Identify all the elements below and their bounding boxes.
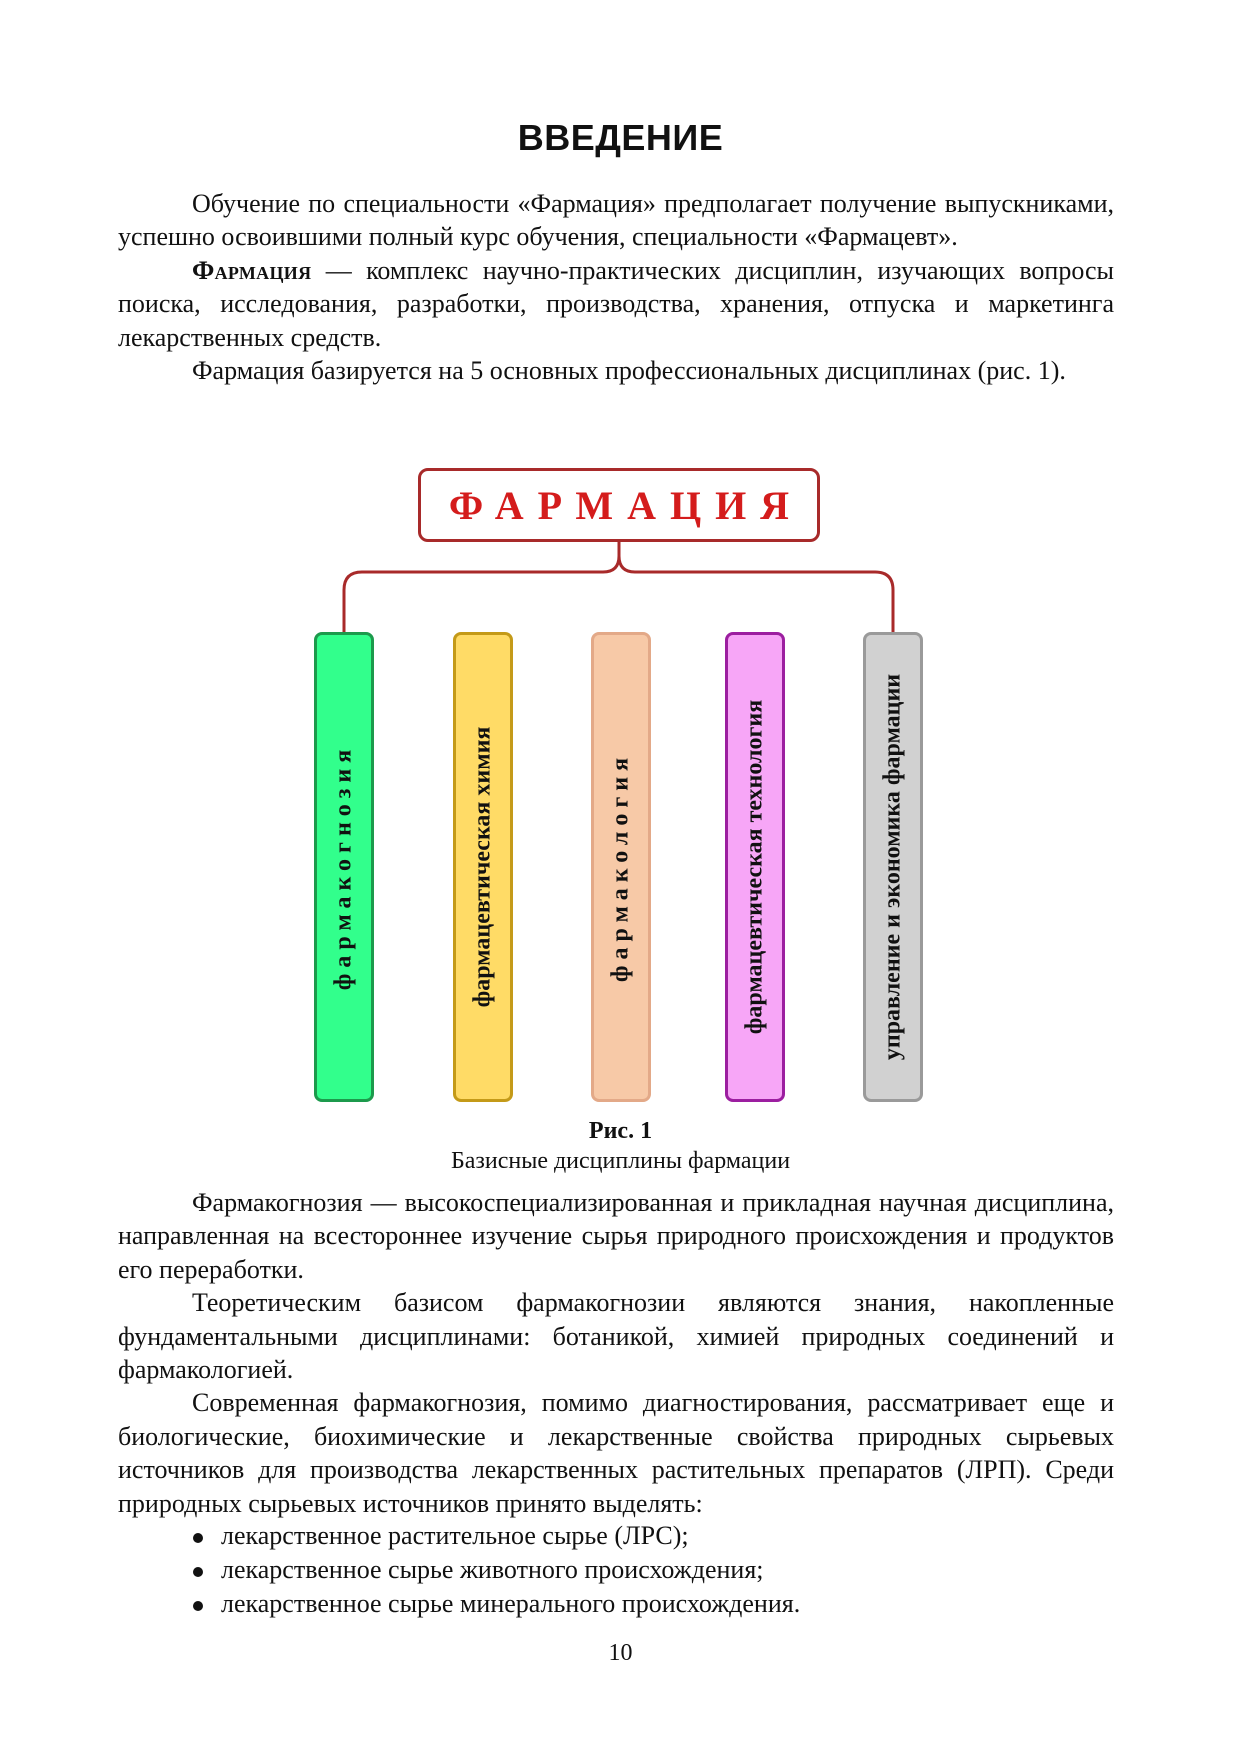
paragraph-2-text: — комплекс научно-практических дисциплин, изучающих вопросы поиска, исследования, разработки, производства, хранения, отпуска и маркетинга лекарственных средств. [118, 255, 1114, 352]
discipline-pharmacology [591, 632, 651, 1102]
discipline-label: фармакогнозия [330, 743, 357, 991]
intro-section [118, 187, 1114, 387]
paragraph-3: Фармация базируется на 5 основных профессиональных дисциплинах (рис. 1). [192, 356, 1066, 386]
list-item [185, 1553, 800, 1587]
figure-caption-number: Рис. 1 [588, 1118, 653, 1144]
list-item-text: лекарственное растительное сырье (ЛРС); [221, 1521, 689, 1550]
body-section [118, 1186, 1114, 1520]
paragraph-2 [118, 254, 1114, 354]
discipline-label: фармакология [607, 751, 634, 983]
term-pharmacy: Фармация [192, 255, 312, 285]
connector-right [619, 556, 893, 632]
paragraph-4: Фармакогнозия — высокоспециализированная и прикладная научная дисциплина, направленная на всестороннее изучение сырья природного происхождения и продуктов его переработки. [118, 1188, 1114, 1284]
root-box-pharmacy [418, 468, 820, 542]
discipline-label: фармацевтическая химия [469, 726, 496, 1008]
list-item [185, 1519, 800, 1553]
page-heading: ВВЕДЕНИЕ [517, 117, 724, 158]
discipline-pharmaceutical-chemistry [453, 632, 513, 1102]
figure-caption-title: Базисные дисциплины фармации [450, 1148, 791, 1174]
bullet-icon [193, 1567, 203, 1577]
list-item-text: лекарственное сырье животного происхождения; [221, 1555, 764, 1584]
bullet-icon [193, 1533, 203, 1543]
discipline-management-economics [863, 632, 923, 1102]
discipline-label: управление и экономика фармации [879, 673, 906, 1061]
discipline-pharmaceutical-technology [725, 632, 785, 1102]
discipline-pharmacognosy [314, 632, 374, 1102]
figure-disciplines [0, 462, 1241, 1182]
page-number: 10 [608, 1640, 633, 1666]
root-label: ФАРМАЦИЯ [448, 482, 804, 528]
paragraph-1: Обучение по специальности «Фармация» предполагает получение выпускниками, успешно освоившими полный курс обучения, специальности «Фармацевт». [118, 189, 1114, 252]
bullet-list [185, 1519, 800, 1621]
paragraph-6: Современная фармакогнозия, помимо диагностирования, рассматривает еще и биологические, биохимические и лекарственные свойства природных сырьевых источников для производства лекарственных растительных препаратов (ЛРП). Среди природных сырьевых источников принято выделять: [118, 1388, 1114, 1518]
list-item-text: лекарственное сырье минерального происхождения. [221, 1589, 801, 1618]
connector-left [344, 542, 619, 632]
paragraph-5: Теоретическим базисом фармакогнозии являются знания, накопленные фундаментальными дисциплинами: ботаникой, химией природных соединений и фармакологией. [118, 1288, 1114, 1385]
list-item [185, 1587, 800, 1621]
discipline-label: фармацевтическая технология [741, 699, 768, 1035]
bullet-icon [193, 1601, 203, 1611]
